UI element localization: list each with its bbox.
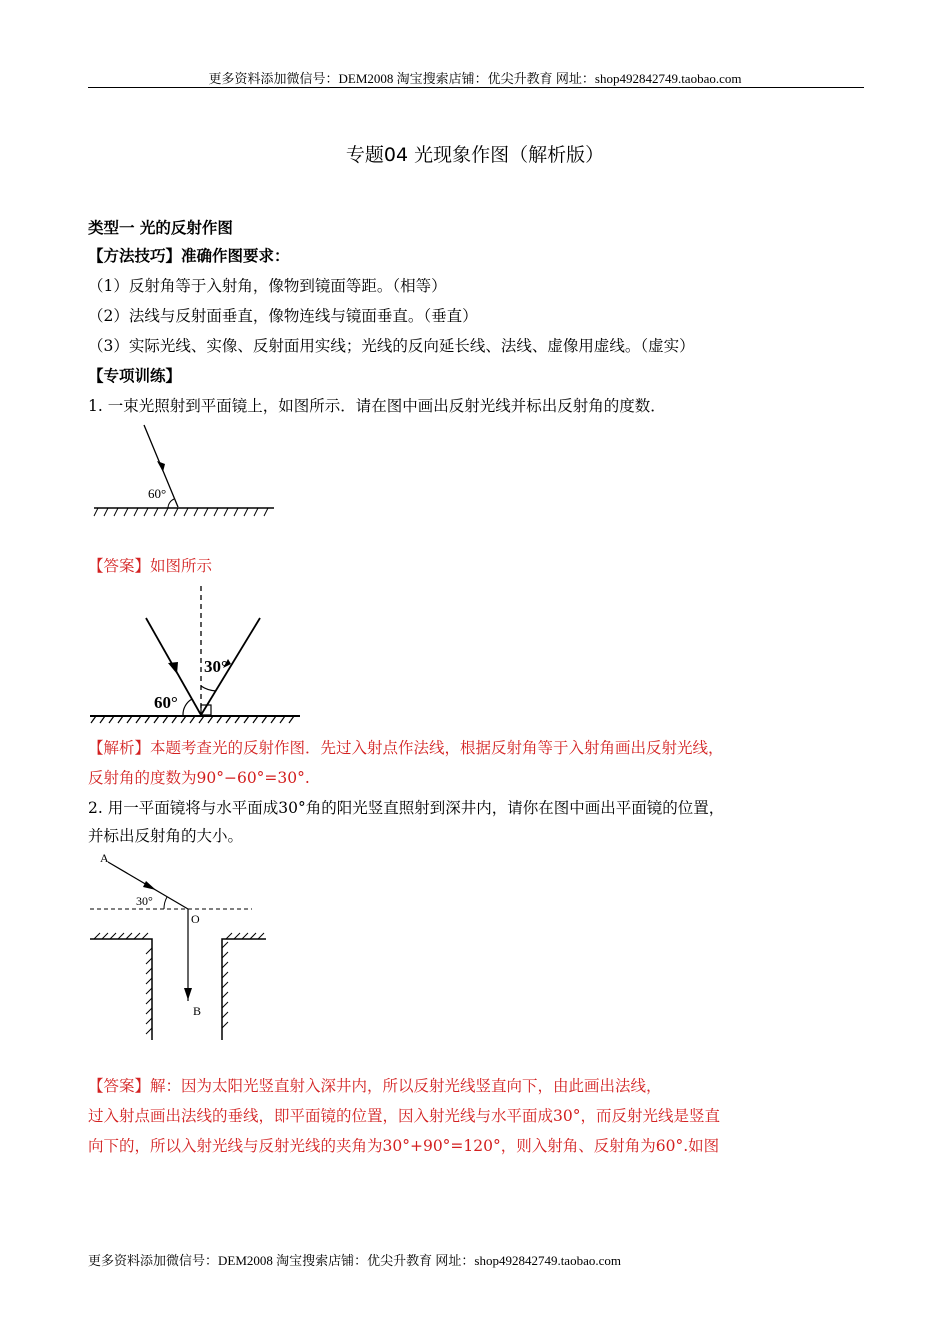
answer-incident-arrowhead <box>168 662 178 674</box>
q1-answer-figure <box>88 584 308 724</box>
page-header: 更多资料添加微信号：DEM2008 淘宝搜索店铺：优尖升教育 网址：shop492842749.taobao.com <box>208 71 742 86</box>
well-left-wall <box>90 939 152 1040</box>
well-left-hatch <box>94 933 152 1034</box>
well-right-hatch <box>222 933 264 1028</box>
ray-ob-arrowhead <box>184 988 192 1000</box>
method-heading: 【方法技巧】准确作图要求： <box>88 247 290 265</box>
answer-angle-30: 30° <box>204 657 228 676</box>
rule-3: （3）实际光线、实像、反射面用实线；光线的反向延长线、法线、虚像用虚线。（虚实） <box>88 337 695 355</box>
header-rule <box>88 87 864 88</box>
label-o: O <box>191 912 200 926</box>
training-heading: 【专项训练】 <box>88 367 182 385</box>
rule-2: （2）法线与反射面垂直，像物连线与镜面垂直。（垂直） <box>88 307 478 325</box>
q2-answer-label: 【答案】 <box>88 1077 151 1095</box>
q2-question-line1: 2. 用一平面镜将与水平面成30°角的阳光竖直照射到深井内，请你在图中画出平面镜的位置， <box>88 799 725 817</box>
q2-question-line2: 并标出反射角的大小。 <box>88 827 244 845</box>
q2-answer-line3: 向下的，所以入射光线与反射光线的夹角为30°+90°=120°，则入射角、反射角为60°.如图 <box>88 1137 720 1155</box>
q1-question: 1. 一束光照射到平面镜上，如图所示．请在图中画出反射光线并标出反射角的度数． <box>88 397 666 415</box>
q1-analysis-line1: 本题考查光的反射作图．先过入射点作法线，根据反射角等于入射角画出反射光线， <box>150 739 724 757</box>
q2-angle-arc <box>164 897 167 909</box>
q1-analysis-line2: 反射角的度数为90°−60°=30°. <box>88 769 310 787</box>
q1-answer-text: 如图所示 <box>150 557 213 575</box>
reflect-angle-arc <box>201 686 216 691</box>
q1-angle-label: 60° <box>148 486 167 501</box>
q2-answer-line1 <box>88 1074 662 1096</box>
well-right-wall <box>222 939 266 1040</box>
q1-analysis-label: 【解析】 <box>88 739 151 757</box>
type-heading: 类型一 光的反射作图 <box>88 219 233 237</box>
page-title: 专题04 光现象作图（解析版） <box>345 144 605 166</box>
q1-answer-label: 【答案】 <box>88 557 151 575</box>
page-footer: 更多资料添加微信号：DEM2008 淘宝搜索店铺：优尖升教育 网址：shop492842749.taobao.com <box>88 1253 621 1268</box>
label-b: B <box>193 1004 202 1018</box>
q2-answer-text: 解：因为太阳光竖直射入深井内，所以反射光线竖直向下，由此画出法线， <box>150 1077 662 1095</box>
answer-mirror-hatch <box>91 716 294 723</box>
mirror-hatch <box>94 508 268 516</box>
q1-figure <box>88 420 278 520</box>
sun-ray-arrowhead <box>143 881 156 890</box>
q2-angle-label: 30° <box>136 894 153 908</box>
q1-analysis <box>88 736 724 758</box>
label-a: A <box>100 851 109 865</box>
answer-angle-60: 60° <box>154 693 178 712</box>
rule-1: （1）反射角等于入射角，像物到镜面等距。（相等） <box>88 277 447 295</box>
angle-arc <box>168 499 174 508</box>
q2-figure <box>88 848 288 1048</box>
incident-arrowhead <box>157 461 165 472</box>
q2-answer-line2: 过入射点画出法线的垂线，即平面镜的位置，因入射光线与水平面成30°，而反射光线是竖直 <box>88 1107 720 1125</box>
q1-answer <box>88 554 212 576</box>
incident-angle-arc <box>183 699 192 715</box>
